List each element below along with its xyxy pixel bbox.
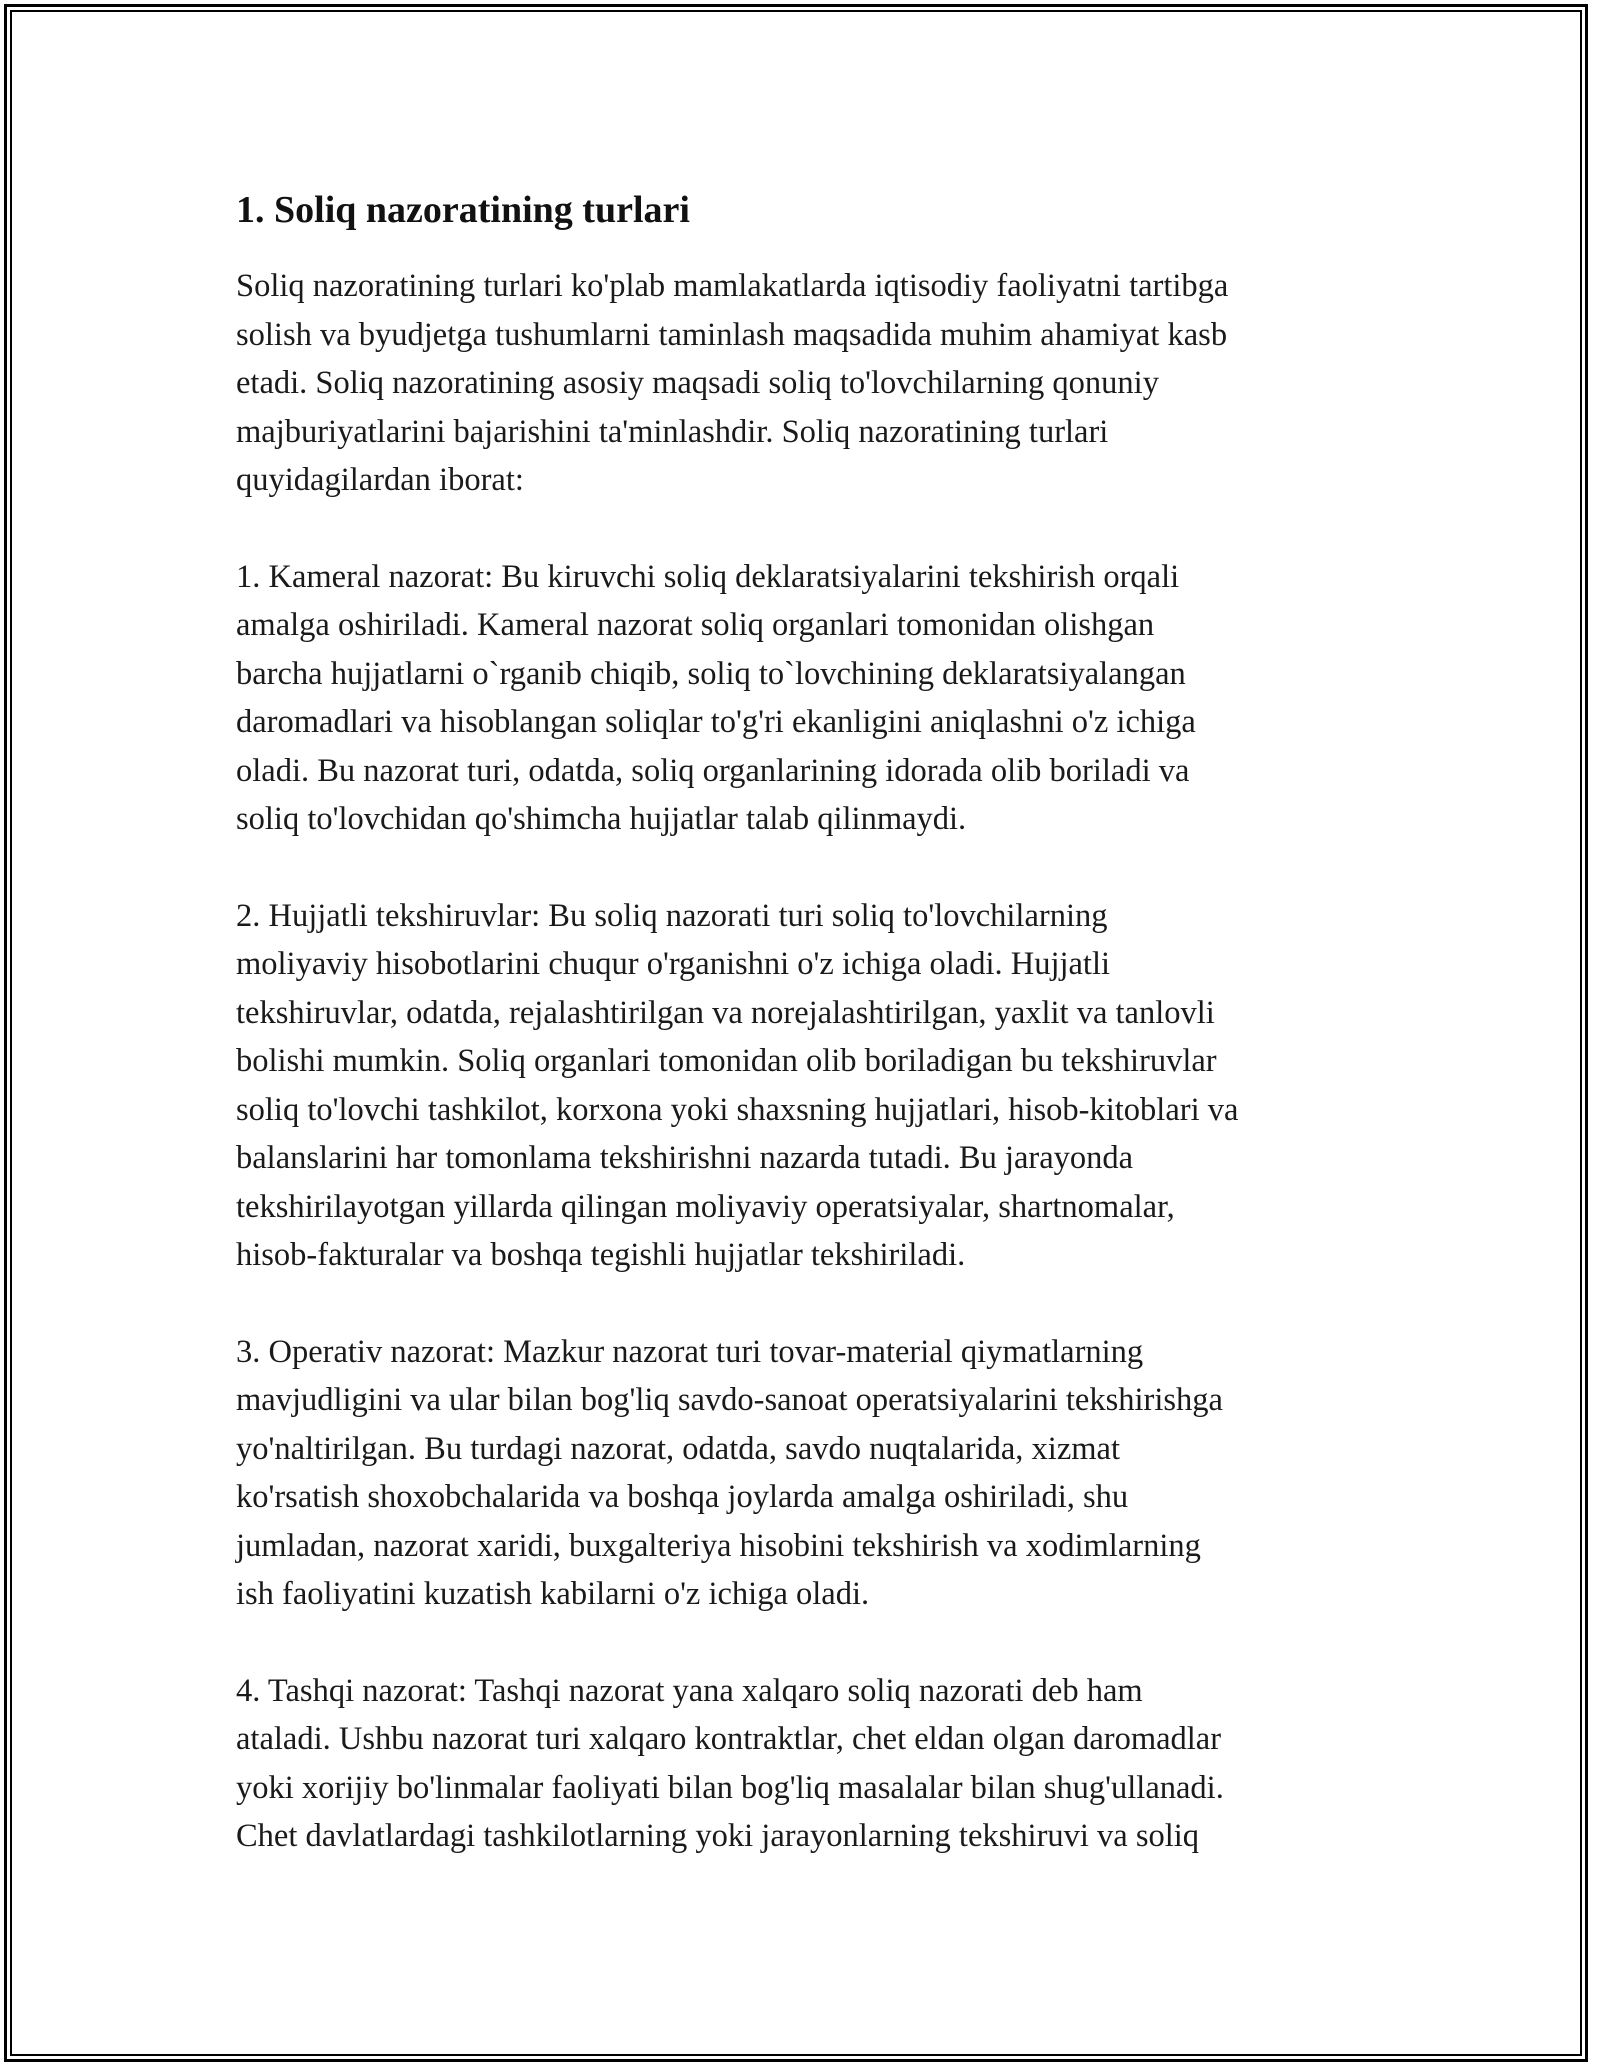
paragraph-list bbox=[236, 262, 1376, 1861]
document-body bbox=[236, 186, 1376, 1861]
section-heading: 1. Soliq nazoratining turlari bbox=[236, 189, 690, 231]
paragraph-hujjatli-tekshiruvlar: 2. Hujjatli tekshiruvlar: Bu soliq nazorati turi soliq to'lovchilarning moliyaviy hisobotlarini chuqur o'rganishni o'z ichiga oladi. Hujjatli tekshiruvlar, odatda, rejalashtirilgan va norejalashtirilgan, yaxlit va tanlovli bolishi mumkin. Soliq organlari tomonidan olib boriladigan bu tekshiruvlar soliq to'lovchi tashkilot, korxona yoki shaxsning hujjatlari, hisob-kitoblari va balanslarini har tomonlama tekshirishni nazarda tutadi. Bu jarayonda tekshirilayotgan yillarda qilingan moliyaviy operatsiyalar, shartnomalar, hisob-fakturalar va boshqa tegishli hujjatlar tekshiriladi. bbox=[236, 897, 1239, 1273]
paragraph-operativ-nazorat: 3. Operativ nazorat: Mazkur nazorat turi tovar-material qiymatlarning mavjudligini va ular bilan bog'liq savdo-sanoat operatsiyalarini tekshirishga yo'naltirilgan. Bu turdagi nazorat, odatda, savdo nuqtalarida, xizmat ko'rsatish shoxobchalarida va boshqa joylarda amalga oshiriladi, shu jumladan, nazorat xaridi, buxgalteriya hisobini tekshirish va xodimlarning ish faoliyatini kuzatish kabilarni o'z ichiga oladi. bbox=[236, 1333, 1223, 1612]
paragraph-tashqi-nazorat: 4. Tashqi nazorat: Tashqi nazorat yana xalqaro soliq nazorati deb ham ataladi. Ushbu nazorat turi xalqaro kontraktlar, chet eldan olgan daromadlar yoki xorijiy bo'linmalar faoliyati bilan bog'liq masalalar bilan shug'ullanadi. Chet davlatlardagi tashkilotlarning yoki jarayonlarning tekshiruvi va soliq bbox=[236, 1672, 1224, 1854]
paragraph-kameral-nazorat: 1. Kameral nazorat: Bu kiruvchi soliq deklaratsiyalarini tekshirish orqali amalga oshiriladi. Kameral nazorat soliq organlari tomonidan olishgan barcha hujjatlarni o`rganib chiqib, soliq to`lovchining deklaratsiyalangan daromadlari va hisoblangan soliqlar to'g'ri ekanligini aniqlashni o'z ichiga oladi. Bu nazorat turi, odatda, soliq organlarining idorada olib boriladi va soliq to'lovchidan qo'shimcha hujjatlar talab qilinmaydi. bbox=[236, 558, 1196, 837]
intro-paragraph: Soliq nazoratining turlari ko'plab mamlakatlarda iqtisodiy faoliyatni tartibga solish va byudjetga tushumlarni taminlash maqsadida muhim ahamiyat kasb etadi. Soliq nazoratining asosiy maqsadi soliq to'lovchilarning qonuniy majburiyatlarini bajarishini ta'minlashdir. Soliq nazoratining turlari quyidagilardan iborat: bbox=[236, 268, 1229, 498]
